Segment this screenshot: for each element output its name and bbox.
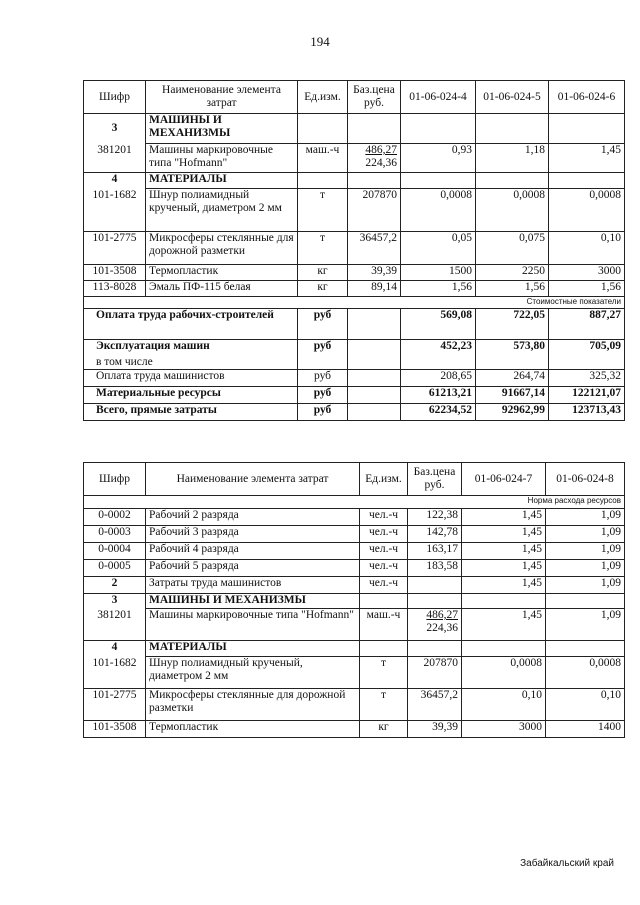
row-value: 0,10	[462, 689, 546, 721]
row-value: 1,09	[546, 560, 625, 577]
table-row	[84, 560, 625, 577]
header-col-5: 01-06-024-5	[476, 81, 549, 114]
summary-row	[84, 387, 625, 404]
row-value: 1,45	[462, 577, 546, 594]
row-value: 1,56	[549, 281, 625, 297]
row-price: 39,39	[408, 721, 462, 738]
resource-table-1	[83, 80, 625, 421]
row-unit: кг	[298, 265, 348, 281]
summary-unit: руб	[298, 309, 348, 340]
row-value: 1,09	[546, 526, 625, 543]
row-name: Рабочий 5 разряда	[146, 560, 360, 577]
row-value: 3000	[549, 265, 625, 281]
row-price: 207870	[348, 189, 401, 232]
table-row	[84, 657, 625, 689]
row-unit: т	[298, 189, 348, 232]
table2-header-row	[84, 463, 625, 496]
row-code: 0-0003	[84, 526, 146, 543]
header-unit: Ед.изм.	[298, 81, 348, 114]
summary-value: 887,27	[549, 309, 625, 340]
row-price-secondary: 224,36	[426, 622, 458, 634]
row-code: 113-8028	[84, 281, 146, 297]
summary-name: Оплата труда машинистов	[84, 370, 298, 387]
summary-unit: руб	[298, 370, 348, 387]
summary-value: 573,80	[476, 340, 549, 356]
row-value: 1,09	[546, 543, 625, 560]
table-row	[84, 689, 625, 721]
row-unit: чел.-ч	[360, 509, 408, 526]
table-row	[84, 173, 625, 189]
row-price: 122,38	[408, 509, 462, 526]
table-row	[84, 144, 625, 173]
row-value: 0,05	[401, 232, 476, 265]
row-code: 4	[84, 173, 146, 189]
row-name: МАШИНЫ И МЕХАНИЗМЫ	[146, 594, 360, 609]
header-col-7: 01-06-024-7	[462, 463, 546, 496]
row-value: 1,45	[549, 144, 625, 173]
row-name: Эмаль ПФ-115 белая	[146, 281, 298, 297]
row-value: 0,0008	[401, 189, 476, 232]
row-price: 163,17	[408, 543, 462, 560]
table-row	[84, 189, 625, 232]
row-unit: т	[360, 689, 408, 721]
row-price: 36457,2	[408, 689, 462, 721]
row-name: Шнур полиамидный крученый, диаметром 2 мм	[146, 189, 298, 232]
row-price: 142,78	[408, 526, 462, 543]
summary-value: 325,32	[549, 370, 625, 387]
row-code: 101-3508	[84, 265, 146, 281]
row-unit: маш.-ч	[298, 144, 348, 173]
header-col-4: 01-06-024-4	[401, 81, 476, 114]
table-row	[84, 641, 625, 657]
row-name: Шнур полиамидный крученый, диаметром 2 мм	[146, 657, 360, 689]
summary-value: 705,09	[549, 340, 625, 356]
resource-table-2	[83, 462, 625, 738]
row-code: 101-1682	[84, 189, 146, 232]
summary-row	[84, 340, 625, 356]
summary-row	[84, 370, 625, 387]
row-name: Микросферы стеклянные для дорожной разметки	[146, 232, 298, 265]
row-value: 0,10	[546, 689, 625, 721]
header-code: Шифр	[84, 463, 146, 496]
row-code: 101-2775	[84, 232, 146, 265]
row-unit: т	[360, 657, 408, 689]
row-value: 0,0008	[462, 657, 546, 689]
summary-name: Материальные ресурсы	[84, 387, 298, 404]
row-name: Термопластик	[146, 721, 360, 738]
table-row	[84, 281, 625, 297]
row-code: 3	[84, 114, 146, 144]
row-code: 101-3508	[84, 721, 146, 738]
cost-indicators-label: Стоимостные показатели	[84, 297, 625, 309]
row-price: 39,39	[348, 265, 401, 281]
row-code: 0-0002	[84, 509, 146, 526]
header-name: Наименование элемента затрат	[146, 81, 298, 114]
summary-value: 91667,14	[476, 387, 549, 404]
row-name: МАШИНЫ И МЕХАНИЗМЫ	[146, 114, 298, 144]
row-name: Рабочий 2 разряда	[146, 509, 360, 526]
summary-value: 452,23	[401, 340, 476, 356]
row-value: 1,45	[462, 509, 546, 526]
row-unit: кг	[298, 281, 348, 297]
table-row	[84, 265, 625, 281]
row-value: 0,0008	[549, 189, 625, 232]
row-value: 1,45	[462, 560, 546, 577]
table-row	[84, 721, 625, 738]
header-price: Баз.цена руб.	[408, 463, 462, 496]
header-col-8: 01-06-024-8	[546, 463, 625, 496]
summary-value: 61213,21	[401, 387, 476, 404]
summary-name: Оплата труда рабочих-строителей	[84, 309, 298, 340]
row-unit: чел.-ч	[360, 526, 408, 543]
row-code: 3	[84, 594, 146, 609]
summary-value: 722,05	[476, 309, 549, 340]
row-name: Затраты труда машинистов	[146, 577, 360, 594]
row-code: 381201	[84, 609, 146, 641]
row-name: МАТЕРИАЛЫ	[146, 641, 360, 657]
row-value: 1,09	[546, 609, 625, 641]
row-code: 0-0004	[84, 543, 146, 560]
row-value: 1,09	[546, 577, 625, 594]
table-row	[84, 594, 625, 609]
row-code: 0-0005	[84, 560, 146, 577]
row-unit: кг	[360, 721, 408, 738]
row-value: 1500	[401, 265, 476, 281]
row-code: 101-1682	[84, 657, 146, 689]
row-name: Машины маркировочные типа "Hofmann"	[146, 144, 298, 173]
summary-unit: руб	[298, 404, 348, 421]
summary-unit: руб	[298, 387, 348, 404]
summary-value: 123713,43	[549, 404, 625, 421]
header-unit: Ед.изм.	[360, 463, 408, 496]
table-row	[84, 232, 625, 265]
summary-name: Эксплуатация машин	[84, 340, 298, 356]
summary-value: 264,74	[476, 370, 549, 387]
row-value: 1,18	[476, 144, 549, 173]
table-row	[84, 543, 625, 560]
row-value: 1,56	[401, 281, 476, 297]
summary-value: 569,08	[401, 309, 476, 340]
row-price: 36457,2	[348, 232, 401, 265]
summary-value: 62234,52	[401, 404, 476, 421]
row-price: 486,27	[365, 144, 397, 156]
summary-value: 122121,07	[549, 387, 625, 404]
row-value: 0,10	[549, 232, 625, 265]
row-code: 4	[84, 641, 146, 657]
row-name: Машины маркировочные типа "Hofmann"	[146, 609, 360, 641]
norm-label-row	[84, 496, 625, 509]
row-price: 183,58	[408, 560, 462, 577]
header-name: Наименование элемента затрат	[146, 463, 360, 496]
row-price: 486,27	[426, 609, 458, 621]
row-value: 1,56	[476, 281, 549, 297]
summary-name: Всего, прямые затраты	[84, 404, 298, 421]
summary-value: 92962,99	[476, 404, 549, 421]
table-row	[84, 577, 625, 594]
row-code: 101-2775	[84, 689, 146, 721]
table1-header-row	[84, 81, 625, 114]
summary-name: в том числе	[84, 356, 298, 370]
summary-row	[84, 356, 625, 370]
page-number: 194	[310, 34, 330, 49]
summary-row	[84, 309, 625, 340]
row-value: 1,45	[462, 609, 546, 641]
table-row	[84, 526, 625, 543]
row-code: 2	[84, 577, 146, 594]
row-value: 0,93	[401, 144, 476, 173]
row-value: 1,45	[462, 543, 546, 560]
row-value: 2250	[476, 265, 549, 281]
row-price: 207870	[408, 657, 462, 689]
row-code: 381201	[84, 144, 146, 173]
row-value: 0,0008	[476, 189, 549, 232]
row-unit: т	[298, 232, 348, 265]
row-name: Рабочий 4 разряда	[146, 543, 360, 560]
header-code: Шифр	[84, 81, 146, 114]
row-unit: чел.-ч	[360, 543, 408, 560]
summary-value: 208,65	[401, 370, 476, 387]
row-value: 1,45	[462, 526, 546, 543]
row-unit: чел.-ч	[360, 577, 408, 594]
header-price: Баз.цена руб.	[348, 81, 401, 114]
row-value: 0,075	[476, 232, 549, 265]
table-row	[84, 609, 625, 641]
row-price: 89,14	[348, 281, 401, 297]
summary-unit: руб	[298, 340, 348, 356]
row-name: Термопластик	[146, 265, 298, 281]
row-value: 1,09	[546, 509, 625, 526]
table-row	[84, 114, 625, 144]
row-value: 3000	[462, 721, 546, 738]
region-footer: Забайкальский край	[520, 858, 614, 869]
row-unit: маш.-ч	[360, 609, 408, 641]
row-name: Рабочий 3 разряда	[146, 526, 360, 543]
norm-label: Норма расхода ресурсов	[84, 496, 625, 509]
row-value: 1400	[546, 721, 625, 738]
cost-indicators-label-row	[84, 297, 625, 309]
row-name: Микросферы стеклянные для дорожной разметки	[146, 689, 360, 721]
row-unit: чел.-ч	[360, 560, 408, 577]
row-price-secondary: 224,36	[365, 157, 397, 169]
header-col-6: 01-06-024-6	[549, 81, 625, 114]
summary-row	[84, 404, 625, 421]
row-name: МАТЕРИАЛЫ	[146, 173, 298, 189]
row-value: 0,0008	[546, 657, 625, 689]
table-row	[84, 509, 625, 526]
